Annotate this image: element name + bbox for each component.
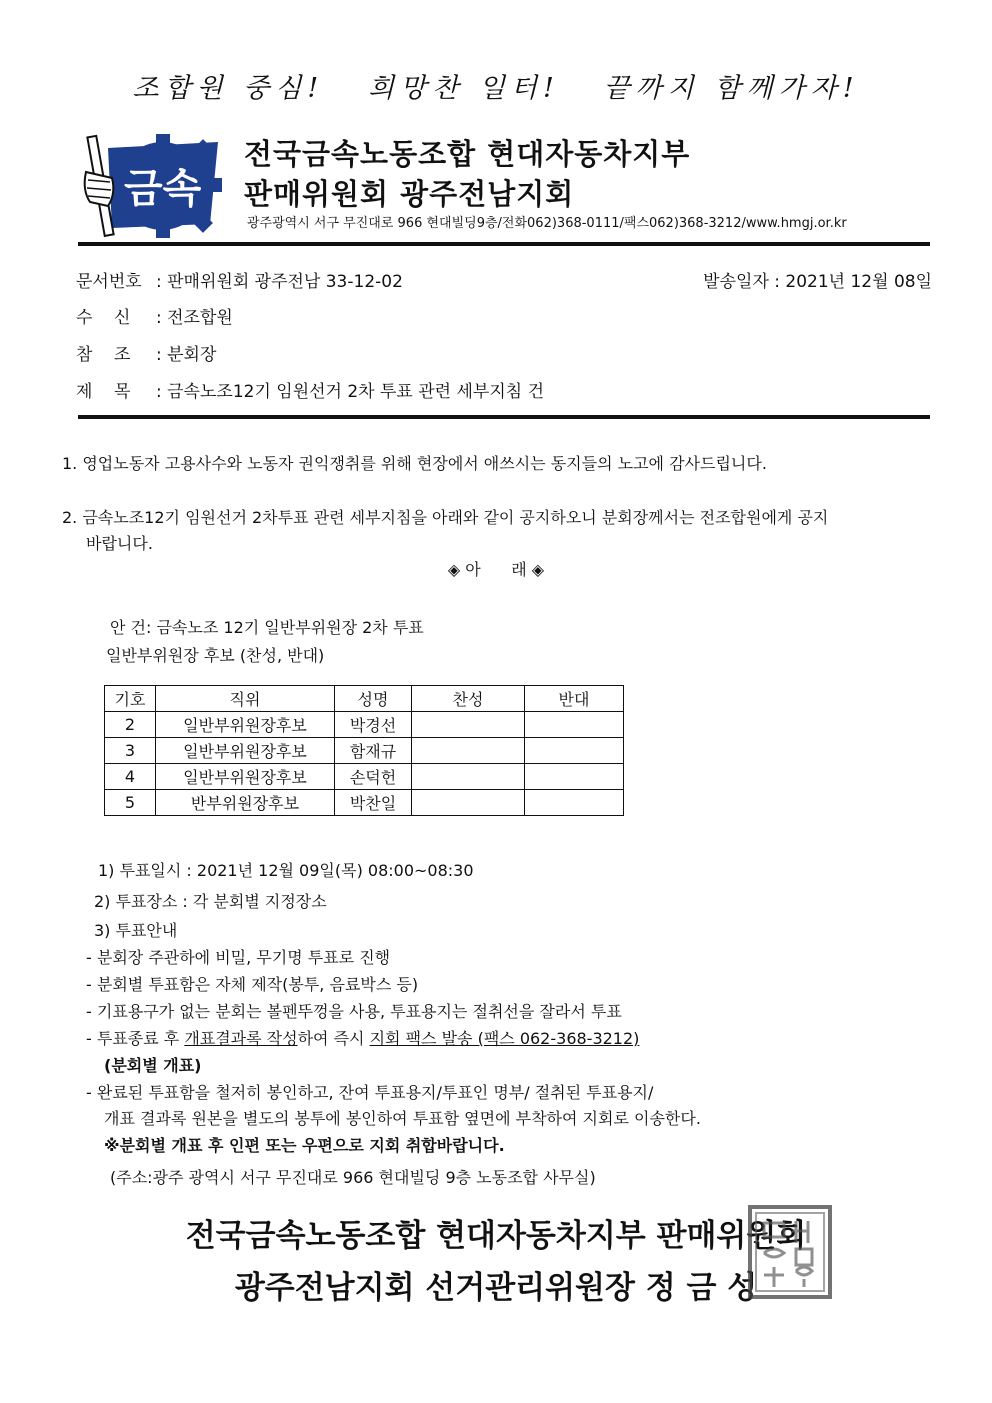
table-cell (525, 790, 624, 816)
guide-item-5-line2: 개표 결과록 원본을 별도의 봉투에 봉인하여 투표함 옆면에 부착하여 지회로 이송한다. (104, 1109, 701, 1128)
table-cell: 함재규 (335, 738, 412, 764)
subject-label: 제 목 (76, 382, 131, 402)
table-row (105, 790, 624, 816)
header-divider (78, 242, 930, 246)
doc-number-value: : 판매위원회 광주전남 33-12-02 (156, 272, 403, 292)
note-vote-place: 2) 투표장소 : 각 분회별 지정장소 (94, 892, 327, 911)
column-header: 찬성 (412, 686, 525, 712)
table-row (105, 764, 624, 790)
table-row (105, 738, 624, 764)
table-cell (412, 790, 525, 816)
paragraph-2-line1: 2. 금속노조12기 임원선거 2차투표 관련 세부지침을 아래와 같이 공지하오니 분회장께서는 전조합원에게 공지 (62, 508, 829, 527)
column-header: 기호 (105, 686, 156, 712)
guide-item-2: - 분회별 투표함은 자체 제작(봉투, 음료박스 등) (86, 975, 419, 994)
fax-send-text: 지회 팩스 발송 (팩스 062-368-3212) (369, 1029, 640, 1048)
table-cell: 반부위원장후보 (156, 790, 335, 816)
org-address: 광주광역시 서구 무진대로 966 현대빌딩9층/전화062)368-0111/팩스062)368-3212/www.hmgj.or.kr (247, 216, 847, 231)
table-row (105, 712, 624, 738)
table-cell: 박경선 (335, 712, 412, 738)
paragraph-2-line2: 바랍니다. (86, 534, 153, 553)
table-cell (412, 712, 525, 738)
agenda: 안 건: 금속노조 12기 일반부위원장 2차 투표 (110, 618, 424, 637)
branch-count-heading: (분회별 개표) (104, 1056, 202, 1075)
guide-item-1: - 분회장 주관하에 비밀, 무기명 투표로 진행 (86, 948, 391, 967)
send-date: 발송일자 : 2021년 12월 08일 (703, 272, 932, 292)
reference (76, 340, 216, 365)
logo-text: 금속 (124, 166, 202, 212)
reference-value: : 분회장 (156, 345, 217, 365)
table-cell (525, 712, 624, 738)
note-vote-guide: 3) 투표안내 (94, 921, 178, 940)
ballot-table (104, 685, 624, 816)
guide-item-4 (86, 1026, 639, 1049)
table-cell: 4 (105, 764, 156, 790)
table-cell: 손덕헌 (335, 764, 412, 790)
meta-divider (78, 415, 930, 419)
office-address-note: (주소:광주 광역시 서구 무진대로 966 현대빌딩 9층 노동조합 사무실) (110, 1168, 596, 1187)
table-cell: 3 (105, 738, 156, 764)
org-name-line2: 판매위원회 광주전남지회 (244, 177, 575, 211)
guide-item-3: - 기표용구가 없는 분회는 볼펜뚜껑을 사용, 투표용지는 절취선을 잘라서 투표 (86, 1002, 622, 1021)
guide-item-4-text-c: 하여 즉시 (297, 1029, 370, 1048)
column-header: 성명 (335, 686, 412, 712)
table-header-row (105, 686, 624, 712)
candidates-caption: 일반부위원장 후보 (찬성, 반대) (106, 646, 325, 665)
table-cell: 일반부위원장후보 (156, 738, 335, 764)
table-cell (412, 738, 525, 764)
guide-item-5-line1: - 완료된 투표함을 철저히 봉인하고, 잔여 투표용지/투표인 명부/ 절취된 투표용지/ (86, 1083, 654, 1102)
column-header: 반대 (525, 686, 624, 712)
table-cell: 박찬일 (335, 790, 412, 816)
recipient-value: : 전조합원 (156, 308, 233, 328)
subject-value: : 금속노조12기 임원선거 2차 투표 관련 세부지침 건 (156, 382, 545, 402)
count-record-text: 개표결과록 작성 (184, 1029, 298, 1048)
column-header: 직위 (156, 686, 335, 712)
union-logo-icon (78, 128, 226, 240)
below-heading: ◈ 아 래 ◈ (447, 560, 545, 579)
subject (76, 377, 544, 402)
signature-line1: 전국금속노동조합 현대자동차지부 판매위원회 (185, 1218, 807, 1254)
note-vote-time: 1) 투표일시 : 2021년 12월 09일(목) 08:00~08:30 (98, 861, 474, 880)
paragraph-1: 1. 영업노동자 고용사수와 노동자 권익쟁취를 위해 현장에서 애쓰시는 동지들의 노고에 감사드립니다. (62, 454, 767, 473)
table-cell: 일반부위원장후보 (156, 712, 335, 738)
doc-number (76, 267, 403, 292)
signature-line2: 광주전남지회 선거관리위원장 정 금 성 (234, 1270, 758, 1306)
table-cell: 5 (105, 790, 156, 816)
recipient-label: 수 신 (76, 308, 131, 328)
official-seal-icon (748, 1205, 832, 1299)
table-cell (412, 764, 525, 790)
reference-label: 참 조 (76, 345, 131, 365)
collection-notice: ※분회별 개표 후 인편 또는 우편으로 지회 취합바랍니다. (104, 1136, 505, 1155)
guide-item-4-text-a: - 투표종료 후 (86, 1029, 185, 1048)
table-cell: 일반부위원장후보 (156, 764, 335, 790)
slogan: 조합원 중심! 희망찬 일터! 끝까지 함께가자! (132, 73, 860, 104)
doc-number-label: 문서번호 (76, 272, 142, 292)
table-cell: 2 (105, 712, 156, 738)
table-cell (525, 764, 624, 790)
org-name-line1: 전국금속노동조합 현대자동차지부 (244, 137, 691, 171)
table-cell (525, 738, 624, 764)
recipient (76, 303, 233, 328)
